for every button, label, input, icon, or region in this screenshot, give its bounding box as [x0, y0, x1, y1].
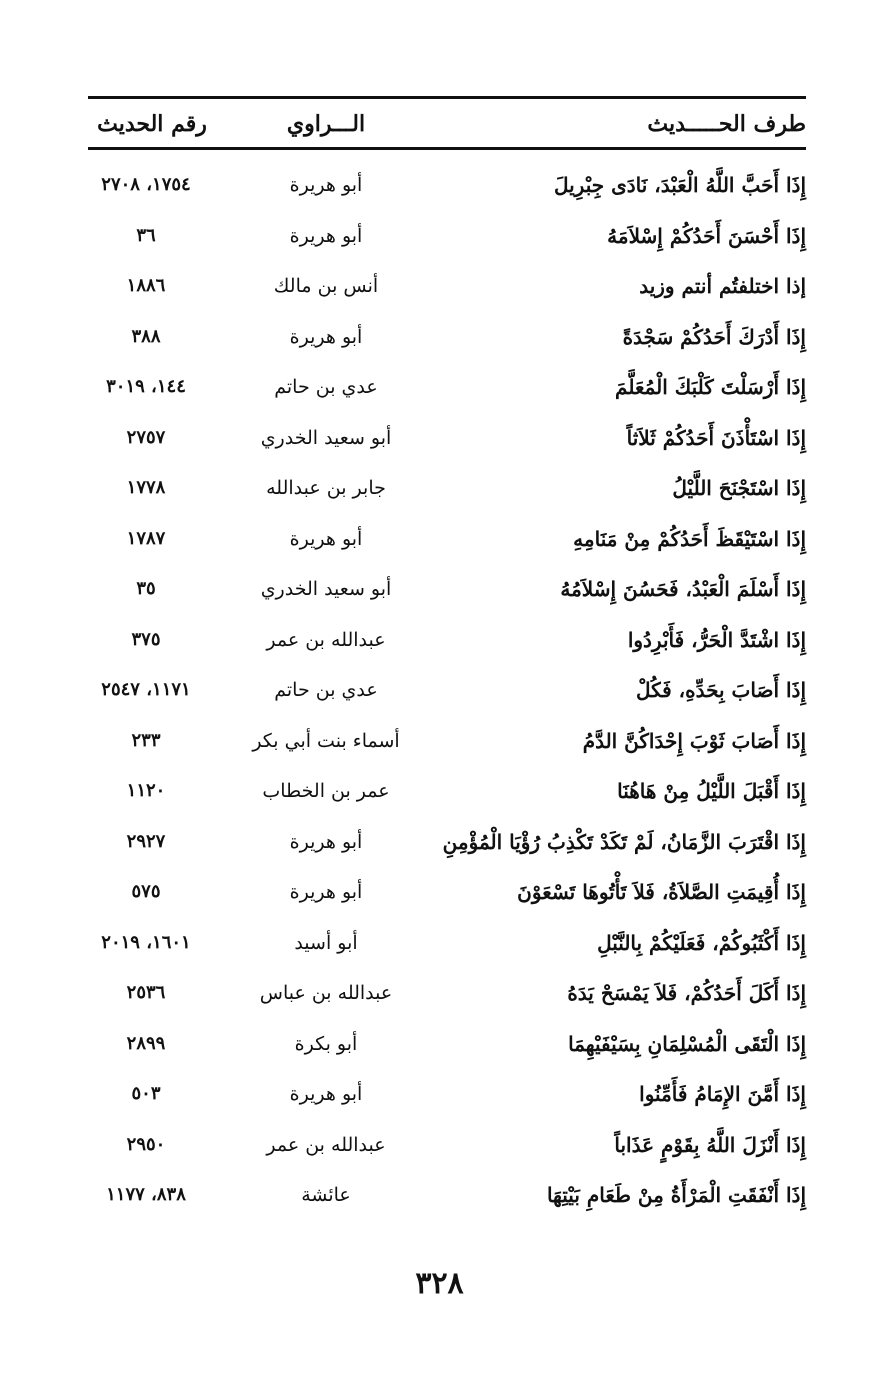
table-row — [88, 665, 806, 716]
hadith-text: إِذَا اقْتَرَبَ الزَّمَانُ، لَمْ تَكَدْ تَكْذِبُ رُؤْيَا الْمُؤْمِنِ — [442, 829, 806, 854]
hadith-number: ٢٩٥٠ — [126, 1133, 166, 1155]
header-number: رقم الحديث — [97, 111, 207, 137]
hadith-text: إِذَا أُقِيمَتِ الصَّلاَةُ، فَلاَ تَأْتُوهَا تَسْعَوْنَ — [517, 880, 806, 904]
hadith-number: ١٤٤، ٣٠١٩ — [106, 376, 186, 397]
hadith-text: إِذَا اشْتَدَّ الْحَرُّ، فَأَبْرِدُوا — [627, 627, 806, 652]
hadith-text: إِذَا أَنْفَقَتِ الْمَرْأَةُ مِنْ طَعَامِ بَيْتِهَا — [546, 1183, 806, 1207]
table-row — [88, 968, 806, 1019]
narrator-name: أبو هريرة — [289, 1083, 363, 1105]
table-row — [88, 918, 806, 969]
narrator-name: أبو هريرة — [289, 527, 363, 550]
table-row — [88, 1120, 806, 1171]
hadith-number: ١٧٧٨ — [126, 477, 166, 498]
hadith-text: إِذَا اسْتَجْنَحَ اللَّيْلُ — [672, 476, 806, 500]
hadith-text: إِذَا أَمَّنَ الإِمَامُ فَأَمِّنُوا — [639, 1082, 806, 1106]
hadith-text: إذا اختلفتُم أنتم وزيد — [639, 274, 806, 298]
header-rule — [88, 147, 806, 150]
hadith-number: ٨٣٨، ١١٧٧ — [106, 1184, 186, 1205]
narrator-name: جابر بن عبدالله — [266, 477, 386, 499]
hadith-number: ١٧٥٤، ٢٧٠٨ — [101, 174, 191, 195]
narrator-name: عدي بن حاتم — [274, 376, 378, 398]
narrator-name: أنس بن مالك — [273, 275, 379, 297]
hadith-number: ٣٥ — [136, 578, 156, 599]
narrator-name: عبدالله بن عمر — [266, 1133, 386, 1156]
narrator-name: أبو هريرة — [289, 830, 363, 853]
narrator-name: عمر بن الخطاب — [262, 780, 390, 802]
hadith-number: ٢٨٩٩ — [126, 1032, 166, 1054]
narrator-name: أسماء بنت أبي بكر — [252, 729, 400, 752]
table-row — [88, 766, 806, 817]
table-row — [88, 867, 806, 918]
top-rule — [88, 96, 806, 99]
hadith-text: إِذَا أَصَابَ ثَوْبَ إِحْدَاكُنَّ الدَّمُ — [582, 728, 806, 753]
hadith-text: إِذَا اسْتَأْذَنَ أَحَدُكُمْ ثَلاَثاً — [626, 425, 806, 450]
hadith-text: إِذَا أَكْثَبُوكُمْ، فَعَلَيْكُمْ بِالنَّبْلِ — [597, 930, 806, 955]
page-number: ٣٢٨ — [415, 1266, 464, 1301]
hadith-text: إِذَا الْتَقَى الْمُسْلِمَانِ بِسَيْفَيْهِمَا — [568, 1031, 806, 1056]
narrator-name: أبو أسيد — [294, 931, 358, 954]
hadith-text: إِذَا أَدْرَكَ أَحَدُكُمْ سَجْدَةً — [622, 324, 806, 349]
hadith-text: إِذَا أَسْلَمَ الْعَبْدُ، فَحَسُنَ إِسْلاَمُهُ — [560, 577, 806, 601]
narrator-name: عائشة — [301, 1184, 351, 1206]
hadith-number: ٣٧٥ — [131, 628, 161, 650]
hadith-text: إِذَا اسْتَيْقَظَ أَحَدُكُمْ مِنْ مَنَامِهِ — [573, 526, 806, 551]
hadith-number: ٥٧٥ — [131, 881, 161, 902]
hadith-index-table — [88, 160, 806, 1221]
table-row — [88, 817, 806, 868]
hadith-number: ٥٠٣ — [131, 1083, 161, 1104]
hadith-number: ٣٨٨ — [131, 325, 161, 347]
hadith-number: ١٨٨٦ — [126, 275, 166, 296]
table-row — [88, 463, 806, 514]
narrator-name: أبو بكرة — [294, 1032, 358, 1055]
hadith-text: إِذَا أَكَلَ أَحَدُكُمْ، فَلاَ يَمْسَحْ يَدَهُ — [567, 981, 806, 1005]
table-row — [88, 160, 806, 211]
table-row — [88, 261, 806, 312]
table-row — [88, 615, 806, 666]
table-row — [88, 413, 806, 464]
narrator-name: عبدالله بن عمر — [266, 628, 386, 651]
table-row — [88, 1170, 806, 1221]
hadith-text: إِذَا أَرْسَلْتَ كَلْبَكَ الْمُعَلَّمَ — [615, 375, 806, 399]
table-row — [88, 211, 806, 262]
narrator-name: أبو هريرة — [289, 325, 363, 348]
hadith-number: ١١٧١، ٢٥٤٧ — [101, 679, 191, 700]
table-row — [88, 1019, 806, 1070]
hadith-number: ٢٧٥٧ — [126, 426, 166, 448]
table-row — [88, 312, 806, 363]
narrator-name: أبو سعيد الخدري — [260, 426, 392, 449]
narrator-name: أبو هريرة — [289, 174, 363, 196]
hadith-number: ١٦٠١، ٢٠١٩ — [101, 931, 191, 953]
hadith-number: ٢٥٣٦ — [126, 982, 166, 1003]
narrator-name: عبدالله بن عباس — [259, 982, 393, 1004]
hadith-number: ٢٣٣ — [131, 729, 161, 751]
hadith-number: ١٧٨٧ — [126, 527, 166, 549]
hadith-number: ٣٦ — [136, 224, 156, 246]
table-row — [88, 514, 806, 565]
hadith-text: إِذَا أَنْزَلَ اللَّهُ بِقَوْمٍ عَذَاباً — [614, 1132, 806, 1157]
narrator-name: أبو سعيد الخدري — [260, 578, 392, 600]
header-narrator: الـــراوي — [286, 111, 366, 137]
table-row — [88, 362, 806, 413]
header-hadith: طرف الحـــــديث — [647, 111, 806, 137]
hadith-number: ٢٩٢٧ — [126, 830, 166, 852]
table-row — [88, 1069, 806, 1120]
narrator-name: أبو هريرة — [289, 224, 363, 247]
hadith-text: إِذَا أَحَبَّ اللَّهُ الْعَبْدَ، نَادَى جِبْرِيلَ — [553, 173, 806, 197]
narrator-name: عدي بن حاتم — [274, 679, 378, 701]
narrator-name: أبو هريرة — [289, 881, 363, 903]
hadith-text: إِذَا أَحْسَنَ أَحَدُكُمْ إِسْلاَمَهُ — [607, 223, 806, 248]
table-row — [88, 716, 806, 767]
hadith-text: إِذَا أَقْبَلَ اللَّيْلُ مِنْ هَاهُنَا — [617, 779, 806, 803]
hadith-number: ١١٢٠ — [126, 780, 166, 801]
table-header — [88, 104, 806, 144]
hadith-text: إِذَا أَصَابَ بِحَدِّهِ، فَكُلْ — [635, 678, 806, 702]
table-row — [88, 564, 806, 615]
